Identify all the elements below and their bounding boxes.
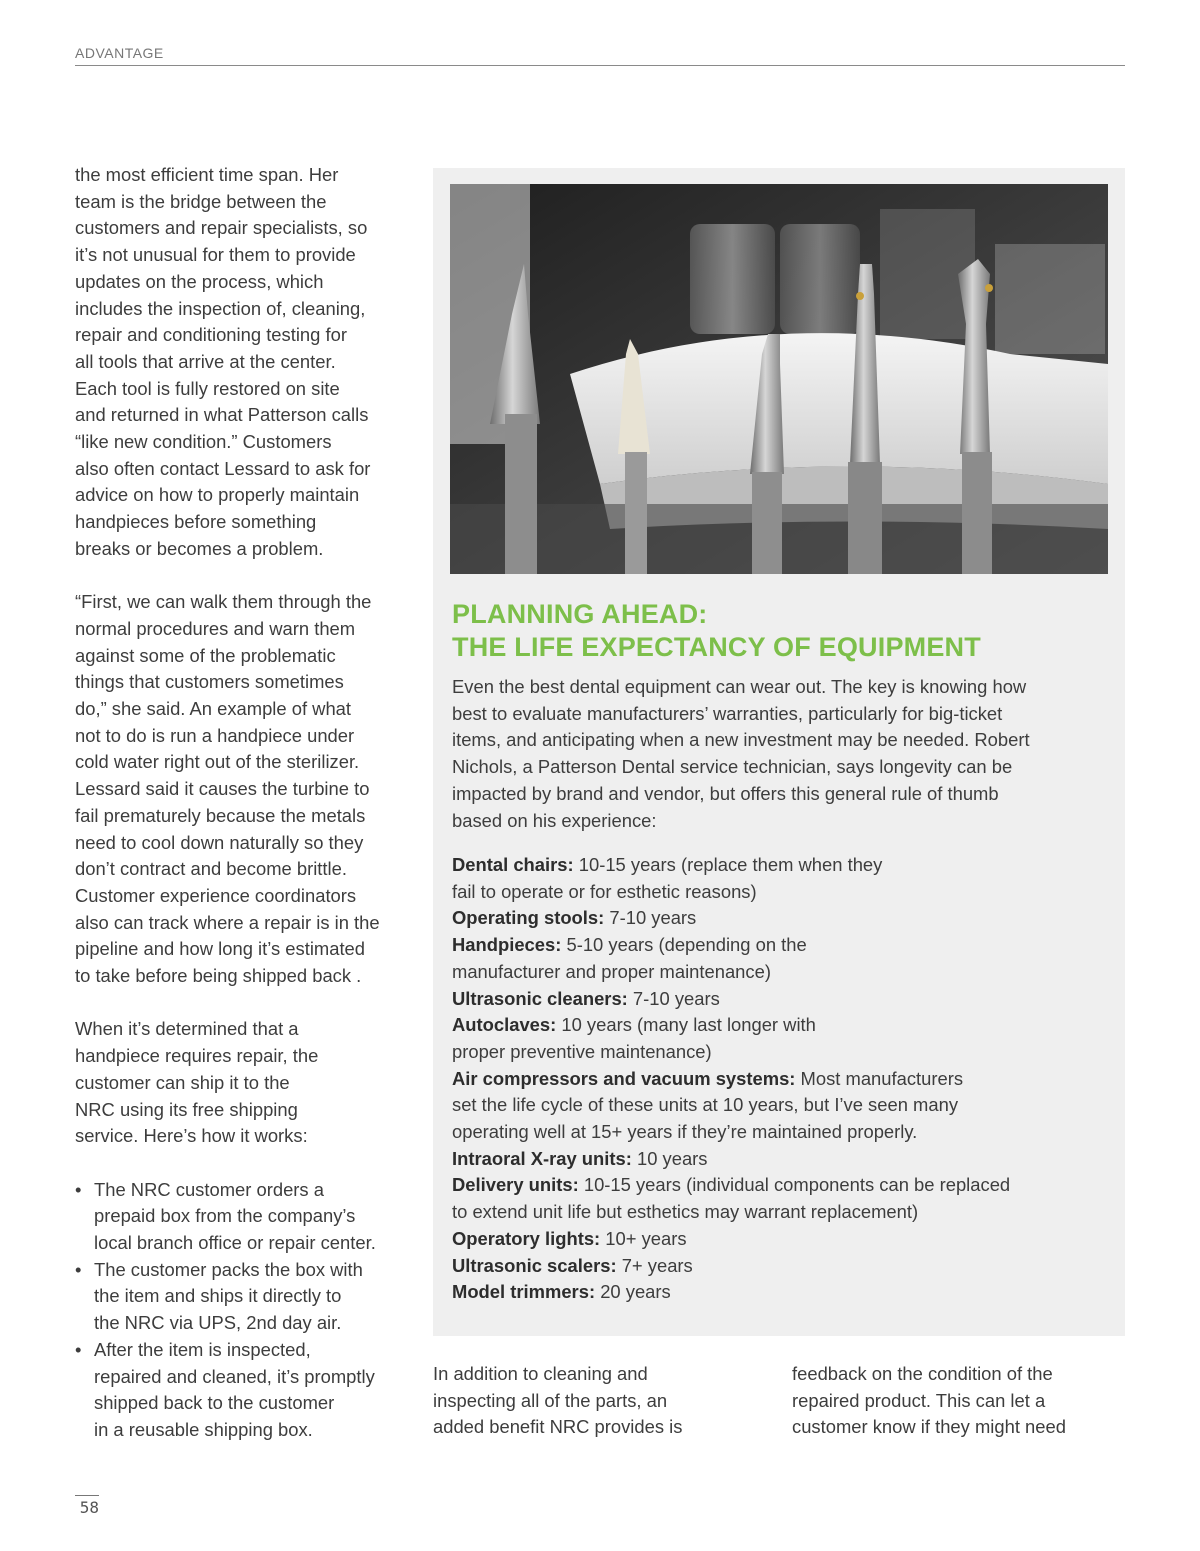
- item-value: proper preventive maintenance): [452, 1040, 712, 1062]
- text-line: inspecting all of the parts, an: [433, 1389, 668, 1411]
- paragraph-3: [75, 1016, 420, 1150]
- item-value: 10-15 years (individual components can be replaced: [578, 1174, 1011, 1196]
- text-line: service. Here’s how it works:: [75, 1125, 308, 1147]
- paragraph-1: [75, 162, 420, 563]
- text-line: all tools that arrive at the center.: [75, 350, 336, 372]
- list-item: [452, 1279, 1112, 1306]
- text-line: do,” she said. An example of what: [75, 698, 352, 720]
- item-label: Autoclaves:: [452, 1014, 557, 1036]
- text-line: against some of the problematic: [75, 644, 336, 666]
- item-label: Dental chairs:: [452, 854, 574, 875]
- equipment-life-sidebar: [433, 168, 1125, 1336]
- list-item: [452, 1146, 1112, 1173]
- text-line: includes the inspection of, cleaning,: [75, 297, 366, 319]
- text-line: handpieces before something: [75, 511, 317, 533]
- shipping-steps-list: [75, 1177, 420, 1444]
- page-number: 58: [75, 1495, 99, 1517]
- left-column: [75, 162, 420, 1444]
- item-label: Handpieces:: [452, 934, 562, 956]
- list-item: [452, 1172, 1112, 1225]
- item-value: to extend unit life but esthetics may warrant replacement): [452, 1201, 919, 1223]
- list-item: [452, 1012, 1112, 1065]
- text-line: Lessard said it causes the turbine to: [75, 778, 370, 800]
- text-line: repaired and cleaned, it’s promptly: [94, 1365, 375, 1387]
- sidebar-title-line: THE LIFE EXPECTANCY OF EQUIPMENT: [452, 632, 981, 662]
- item-label: Operatory lights:: [452, 1227, 601, 1249]
- item-label: Operating stools:: [452, 907, 605, 929]
- text-line: feedback on the condition of the: [792, 1363, 1053, 1384]
- text-line: • The customer packs the box with: [94, 1258, 363, 1280]
- list-item: [452, 1226, 1112, 1253]
- text-line: NRC using its free shipping: [75, 1098, 298, 1120]
- text-line: repair and conditioning testing for: [75, 324, 347, 346]
- text-line: impacted by brand and vendor, but offers this general rule of thumb: [452, 782, 999, 804]
- text-line: the item and ships it directly to: [94, 1285, 342, 1307]
- text-line: Nichols, a Patterson Dental service technician, says longevity can be: [452, 756, 1013, 778]
- text-line: Customer experience coordinators: [75, 884, 357, 906]
- text-line: items, and anticipating when a new investment may be needed. Robert: [452, 729, 1030, 751]
- text-line: don’t contract and become brittle.: [75, 858, 347, 880]
- item-value: fail to operate or for esthetic reasons): [452, 880, 757, 902]
- item-value: 7-10 years: [604, 907, 697, 929]
- item-value: 7-10 years: [627, 987, 720, 1009]
- item-value: Most manufacturers: [795, 1067, 964, 1089]
- item-value: 10-15 years (replace them when they: [573, 854, 883, 875]
- list-item: [452, 852, 1112, 905]
- text-line: team is the bridge between the: [75, 190, 327, 212]
- text-line: prepaid box from the company’s: [94, 1205, 356, 1227]
- list-item: [452, 932, 1112, 985]
- item-value: 5-10 years (depending on the: [561, 934, 807, 956]
- item-label: Ultrasonic scalers:: [452, 1254, 617, 1276]
- dental-handpieces-photo: [450, 184, 1108, 574]
- item-value: 10 years: [631, 1147, 708, 1169]
- text-line: best to evaluate manufacturers’ warranties, particularly for big-ticket: [452, 702, 1003, 724]
- text-line: the NRC via UPS, 2nd day air.: [94, 1312, 342, 1334]
- item-value: 7+ years: [616, 1254, 693, 1276]
- text-line: not to do is run a handpiece under: [75, 724, 355, 746]
- text-line: added benefit NRC provides is: [433, 1416, 683, 1438]
- text-line: Each tool is fully restored on site: [75, 377, 340, 399]
- paragraph-2: [75, 589, 420, 990]
- list-item: [75, 1177, 420, 1257]
- item-label: Ultrasonic cleaners:: [452, 987, 628, 1009]
- text-line: In addition to cleaning and: [433, 1363, 648, 1384]
- text-line: updates on the process, which: [75, 270, 324, 292]
- text-line: customer know if they might need: [792, 1416, 1066, 1438]
- life-expectancy-list: [452, 852, 1112, 1306]
- text-line: advice on how to properly maintain: [75, 484, 360, 506]
- text-line: based on his experience:: [452, 809, 657, 831]
- text-line: in a reusable shipping box.: [94, 1419, 313, 1440]
- text-line: also can track where a repair is in the: [75, 911, 380, 933]
- sidebar-title-line: PLANNING AHEAD:: [452, 599, 708, 629]
- text-line: breaks or becomes a problem.: [75, 537, 324, 559]
- text-line: pipeline and how long it’s estimated: [75, 938, 366, 960]
- text-line: cold water right out of the sterilizer.: [75, 751, 360, 773]
- list-item: [452, 1066, 1112, 1146]
- section-label: ADVANTAGE: [75, 45, 164, 61]
- page-header: [75, 44, 1125, 66]
- list-item: [75, 1337, 420, 1444]
- list-item: [452, 986, 1112, 1013]
- text-line: local branch office or repair center.: [94, 1232, 376, 1254]
- bottom-column-1: [433, 1361, 763, 1441]
- text-line: need to cool down naturally so they: [75, 831, 364, 853]
- text-line: customer can ship it to the: [75, 1071, 290, 1093]
- text-line: it’s not unusual for them to provide: [75, 244, 356, 266]
- list-item: [452, 905, 1112, 932]
- text-line: “First, we can walk them through the: [75, 591, 372, 613]
- item-label: Model trimmers:: [452, 1281, 596, 1303]
- text-line: “like new condition.” Customers: [75, 431, 332, 453]
- text-line: normal procedures and warn them: [75, 617, 356, 639]
- list-item: [75, 1257, 420, 1337]
- text-line: • The NRC customer orders a: [94, 1178, 324, 1200]
- item-label: Air compressors and vacuum systems:: [452, 1067, 796, 1089]
- item-label: Intraoral X-ray units:: [452, 1147, 632, 1169]
- text-line: customers and repair specialists, so: [75, 217, 368, 239]
- item-value: 20 years: [595, 1281, 671, 1303]
- item-value: set the life cycle of these units at 10 years, but I’ve seen many: [452, 1094, 959, 1116]
- text-line: • After the item is inspected,: [94, 1338, 311, 1360]
- text-line: and returned in what Patterson calls: [75, 404, 369, 426]
- text-line: to take before being shipped back .: [75, 965, 362, 987]
- text-line: the most efficient time span. Her: [75, 164, 339, 185]
- sidebar-intro: [452, 674, 1112, 834]
- text-line: handpiece requires repair, the: [75, 1045, 319, 1067]
- item-value: manufacturer and proper maintenance): [452, 960, 771, 982]
- text-line: things that customers sometimes: [75, 671, 344, 693]
- sidebar-title: [452, 598, 1112, 664]
- text-line: also often contact Lessard to ask for: [75, 457, 371, 479]
- item-value: 10+ years: [600, 1227, 687, 1249]
- item-value: 10 years (many last longer with: [556, 1014, 816, 1036]
- text-line: shipped back to the customer: [94, 1392, 335, 1414]
- item-label: Delivery units:: [452, 1174, 579, 1196]
- text-line: repaired product. This can let a: [792, 1389, 1046, 1411]
- text-line: Even the best dental equipment can wear out. The key is knowing how: [452, 676, 1027, 697]
- item-value: operating well at 15+ years if they’re maintained properly.: [452, 1121, 918, 1143]
- text-line: When it’s determined that a: [75, 1018, 299, 1040]
- text-line: fail prematurely because the metals: [75, 804, 366, 826]
- bottom-column-2: [792, 1361, 1122, 1441]
- list-item: [452, 1253, 1112, 1280]
